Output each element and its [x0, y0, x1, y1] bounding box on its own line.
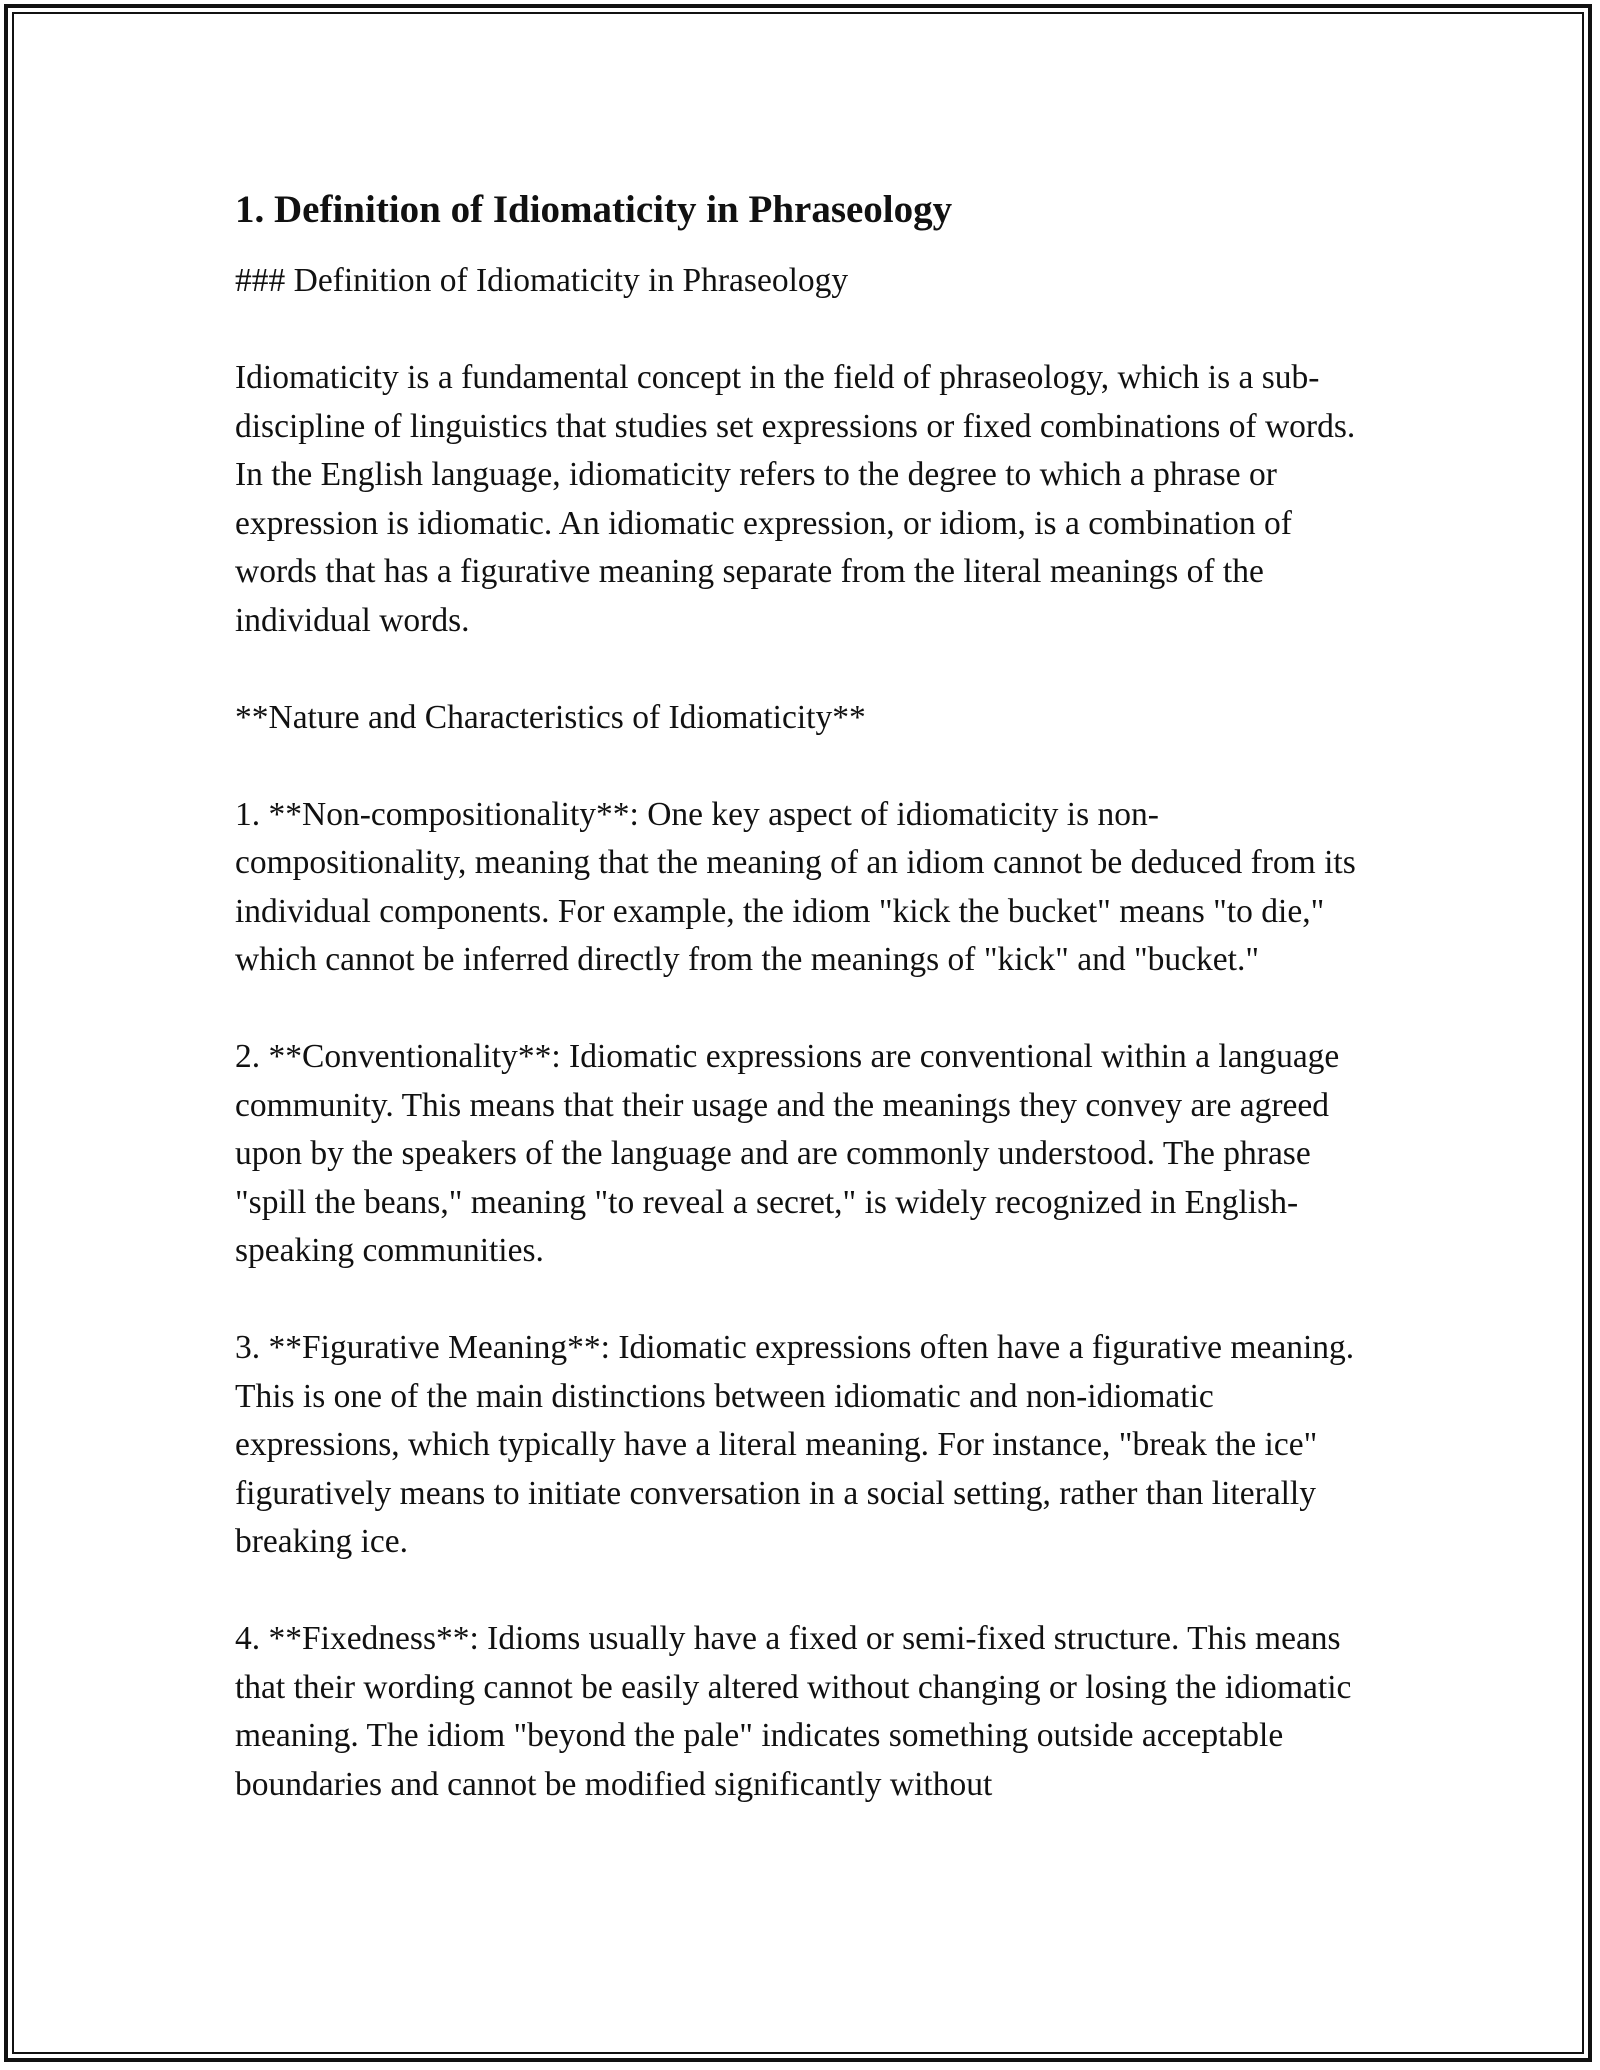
- markdown-heading-line: ### Definition of Idiomaticity in Phraseology: [235, 262, 849, 299]
- item-non-compositionality: 1. **Non-compositionality**: One key aspect of idiomaticity is non-compositionality, meaning that the meaning of an idiom cannot be deduced from its individual components. For example, the idiom "kick the bucket" means "to die," which cannot be inferred directly from the meanings of "kick" and "bucket.": [235, 795, 1356, 978]
- section-title: 1. Definition of Idiomaticity in Phraseology: [235, 188, 953, 231]
- item-figurative-meaning: 3. **Figurative Meaning**: Idiomatic expressions often have a figurative meaning. This is one of the main distinctions between idiomatic and non-idiomatic expressions, which typically have a literal meaning. For instance, "break the ice" figuratively means to initiate conversation in a social setting, rather than literally breaking ice.: [235, 1329, 1355, 1560]
- document-body: [235, 185, 1365, 1858]
- item-fixedness: 4. **Fixedness**: Idioms usually have a fixed or semi-fixed structure. This means that their wording cannot be easily altered without changing or losing the idiomatic meaning. The idiom "beyond the pale" indicates something outside acceptable boundaries and cannot be modified significantly without: [235, 1620, 1352, 1803]
- item-conventionality: 2. **Conventionality**: Idiomatic expressions are conventional within a language community. This means that their usage and the meanings they convey are agreed upon by the speakers of the language and are commonly understood. The phrase "spill the beans," meaning "to reveal a secret," is widely recognized in English-speaking communities.: [235, 1038, 1340, 1269]
- characteristics-heading: **Nature and Characteristics of Idiomaticity**: [235, 698, 866, 736]
- intro-paragraph: Idiomaticity is a fundamental concept in the field of phraseology, which is a sub-discipline of linguistics that studies set expressions or fixed combinations of words. In the English language, idiomaticity refers to the degree to which a phrase or expression is idiomatic. An idiomatic expression, or idiom, is a combination of words that has a figurative meaning separate from the literal meanings of the individual words.: [235, 359, 1356, 639]
